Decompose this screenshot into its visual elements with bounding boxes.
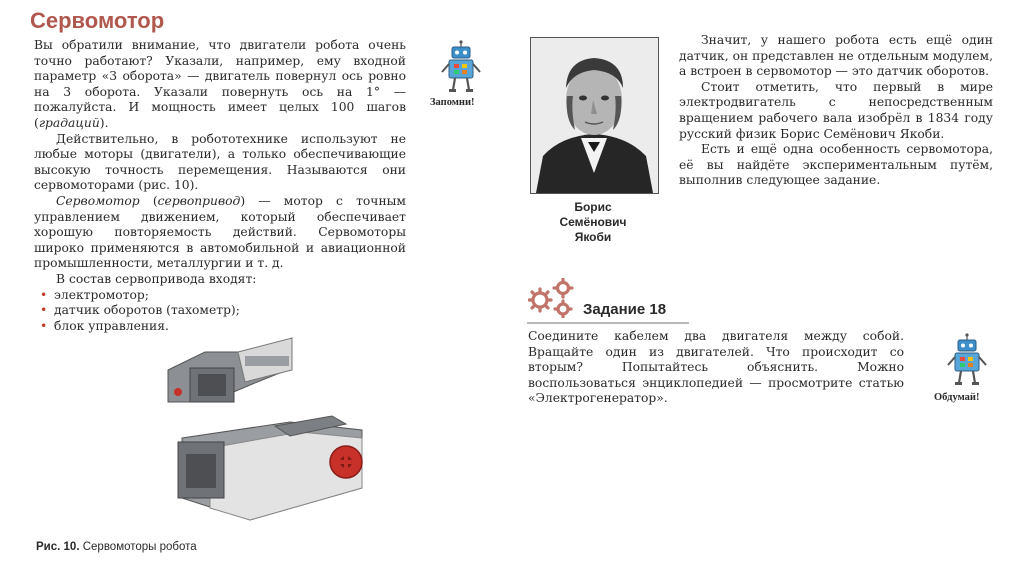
think-label: Обдумай! bbox=[934, 392, 980, 403]
caption-first-name: Борис bbox=[574, 200, 612, 214]
task-heading: Задание 18 bbox=[583, 301, 667, 318]
gears-icon bbox=[528, 278, 576, 318]
paragraph-definition: Сервомотор (сервопривод) — мотор с точным управлением движением, который обеспечивает хорошую повторяемость действий. Сервомоторы широко применяются в автомобильной и авиационной промышленности, металлургии и т. д. bbox=[34, 193, 406, 271]
paragraph-intro: Вы обратили внимание, что двигатели робота очень точно работают? Указали, например, ему входной параметр «3 оборота» — двигатель повернул ось ровно на 3 оборота. Указали повернуть ось на 1° — пожалуйста. И мощность имеет целых 100 шагов (градаций). bbox=[34, 38, 406, 130]
right-column bbox=[679, 33, 993, 189]
list-item: • блок управления. bbox=[40, 318, 169, 333]
page-title: Сервомотор bbox=[30, 8, 165, 33]
paragraph-jacobi: Стоит отметить, что первый в мире электродвигатель с непосредственным вращением рабочего вала изобрёл в 1834 году русский физик Борис Семёнович Якоби. bbox=[679, 79, 993, 141]
portrait-caption bbox=[528, 200, 658, 245]
figure-caption: Рис. 10. Сервомоторы робота bbox=[36, 541, 197, 553]
robot-remember-icon bbox=[438, 40, 484, 96]
bullet-icon: • bbox=[40, 287, 48, 302]
left-column bbox=[34, 38, 406, 334]
list-item: • датчик оборотов (тахометр); bbox=[40, 303, 240, 318]
task-paragraph: Соедините кабелем два двигателя между собой. Вращайте один из двигателей. Что происходит со вторым? Попытайтесь объяснить. Можно воспользоваться энциклопедией — просмотрите статью «Электрогенератор». bbox=[528, 329, 904, 406]
portrait-image bbox=[530, 37, 659, 194]
component-list bbox=[34, 288, 406, 335]
paragraph-sensor: Значит, у нашего робота есть ещё один датчик, он представлен не отдельным модулем, а встроен в сервомотор — это датчик оборотов. bbox=[679, 33, 993, 79]
paragraph-feature: Есть и ещё одна особенность сервомотора, её вы найдёте экспериментальным путём, выполнив следующее задание. bbox=[679, 142, 993, 188]
paragraph-servo-usage: Действительно, в робототехнике используют не любые моторы (двигатели), а только обеспечивающие высокую точность перемещения. Называются они сервомоторами (рис. 10). bbox=[34, 131, 406, 193]
caption-patronymic: Семёнович bbox=[559, 215, 627, 229]
bullet-icon: • bbox=[40, 318, 48, 333]
robot-think-icon bbox=[944, 333, 990, 389]
remember-label: Запомни! bbox=[430, 97, 475, 108]
bullet-icon: • bbox=[40, 303, 48, 318]
servomotors-image bbox=[150, 330, 390, 530]
caption-surname: Якоби bbox=[574, 230, 612, 244]
task-text bbox=[528, 329, 904, 407]
paragraph-components: В состав сервопривода входят: bbox=[56, 271, 257, 286]
list-item: • электромотор; bbox=[40, 287, 149, 302]
task-divider bbox=[527, 322, 689, 324]
